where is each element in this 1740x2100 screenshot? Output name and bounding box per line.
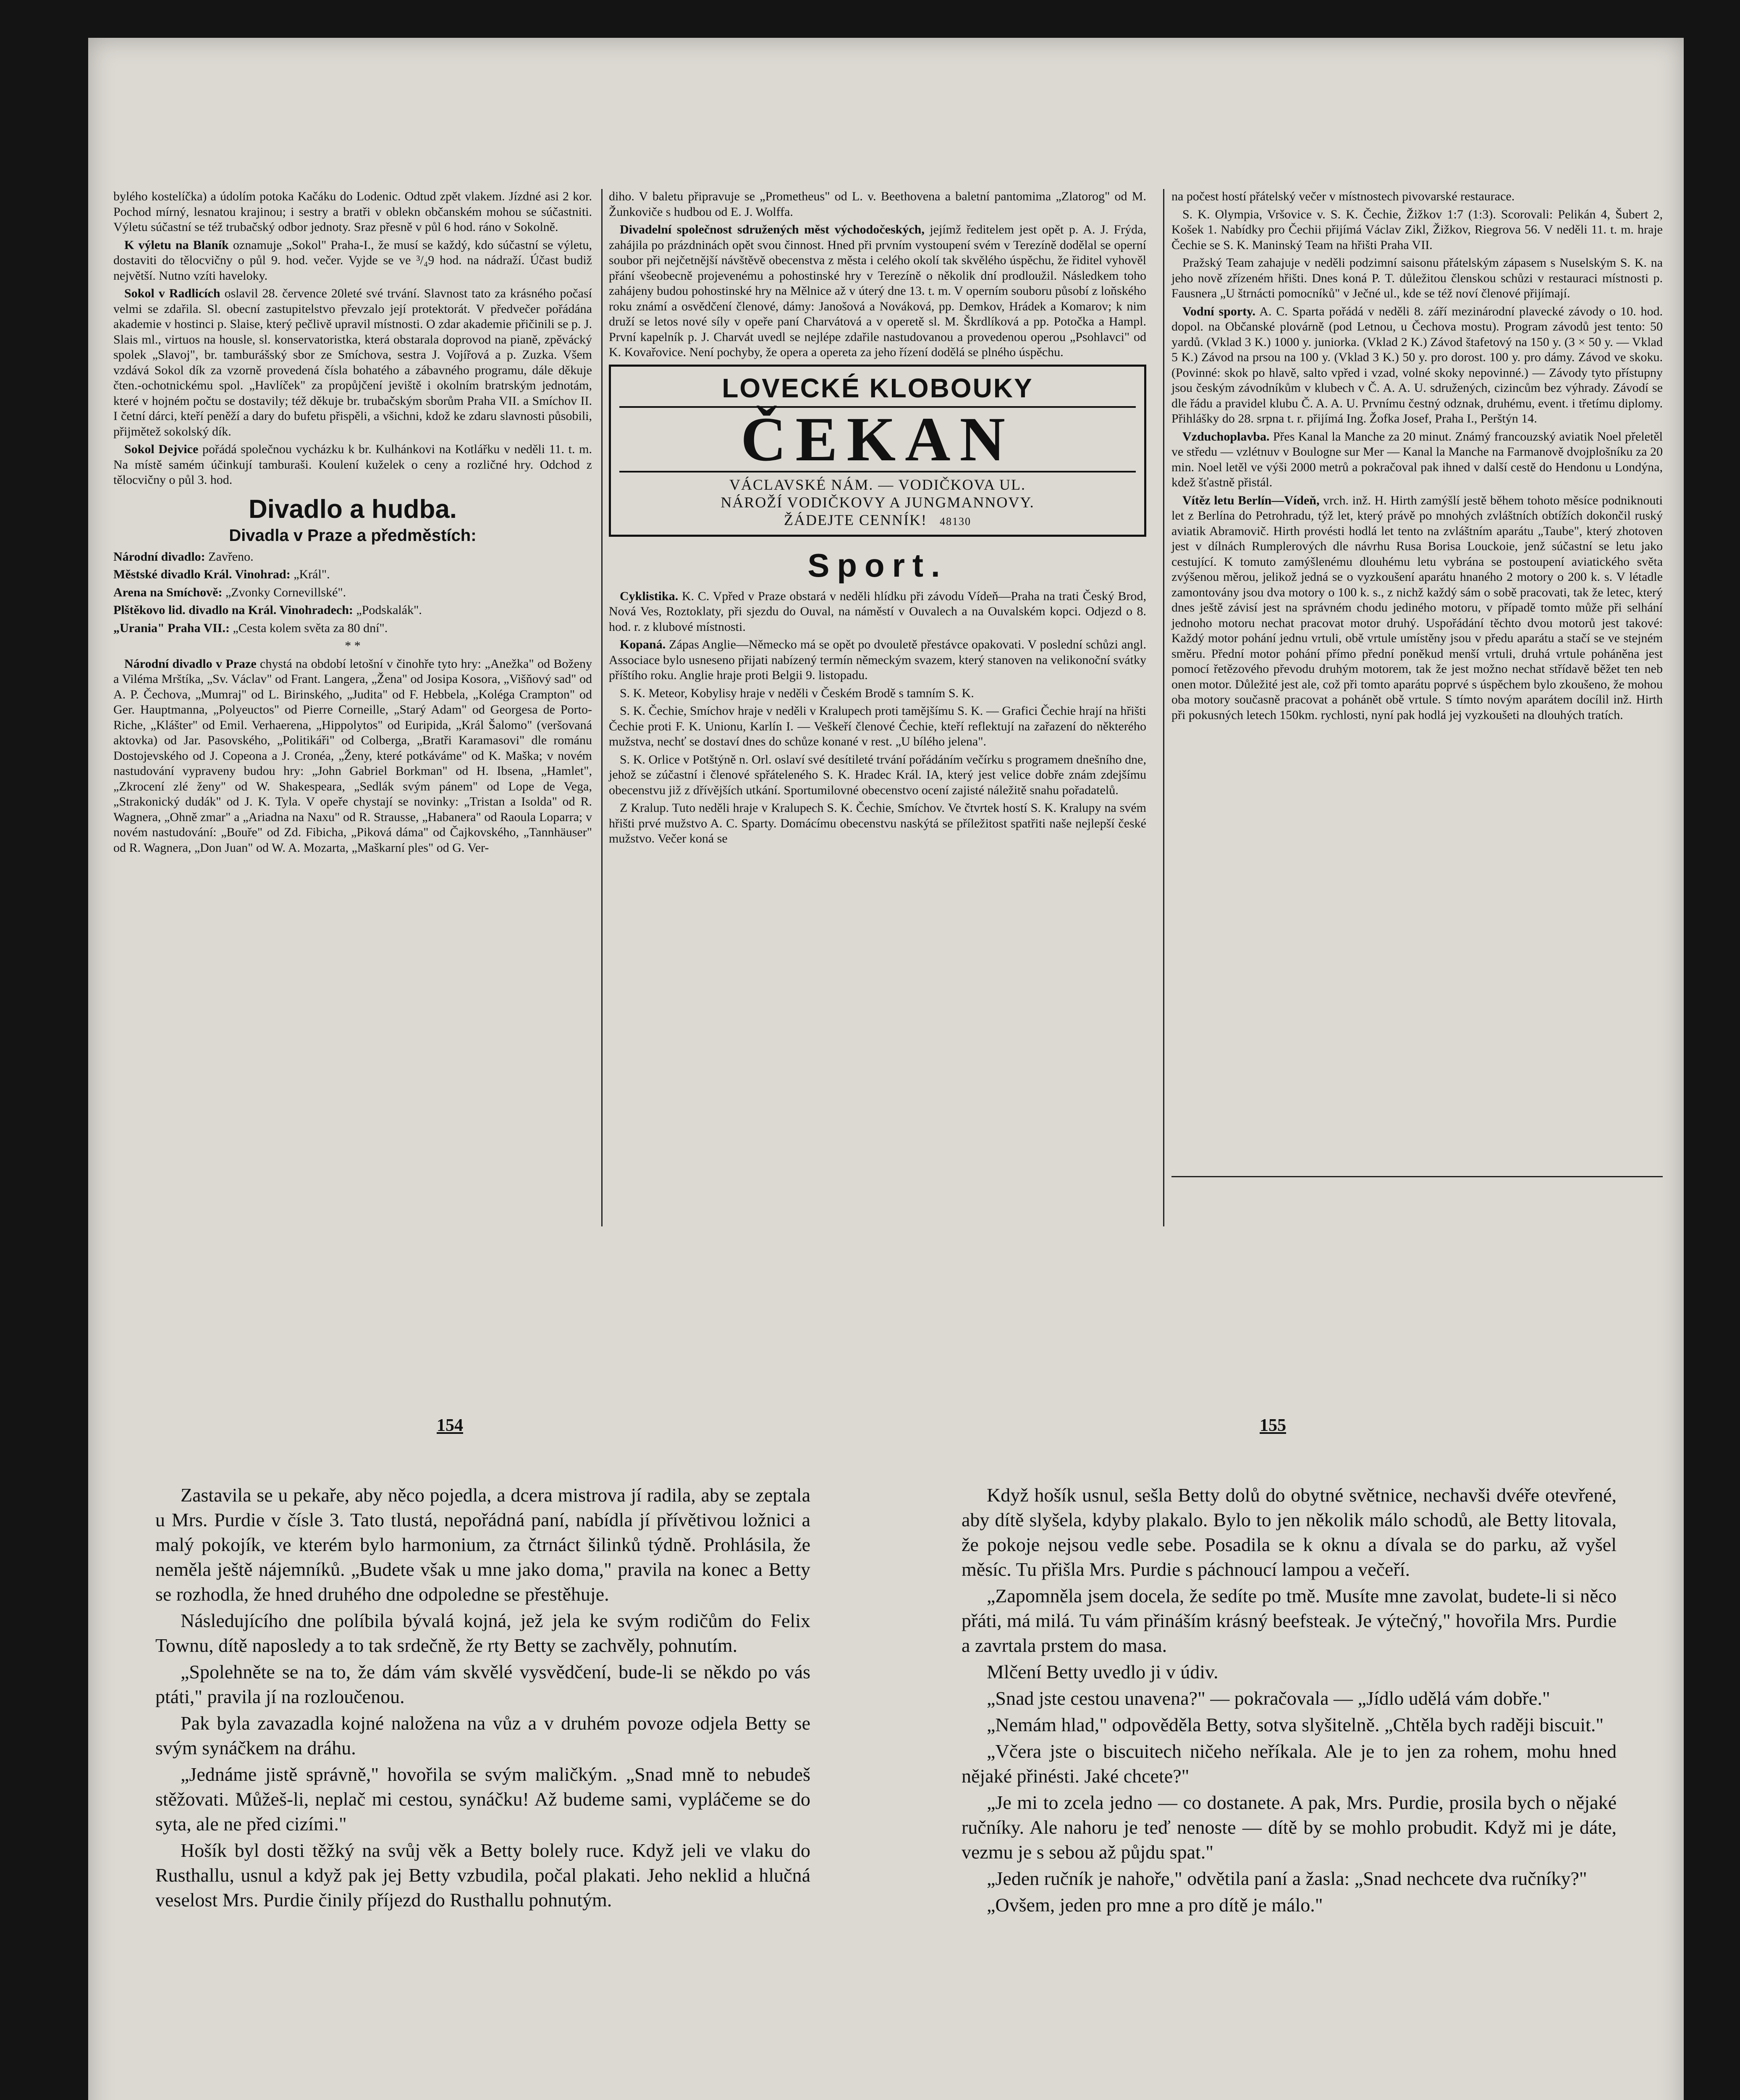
ad-footer <box>619 511 1136 530</box>
news-paragraph <box>609 589 1146 635</box>
news-lead: Vzduchoplavba. <box>1182 429 1270 444</box>
news-paragraph <box>609 222 1146 360</box>
news-text: oznamuje „Sokol" Praha-I., že musí se každý, kdo súčastní se výletu, dostaviti do tělocvičny o půl 9. hod. večer. Vyjde se ve ³/₄9 hod. na nádraží. Účast budiž největší. Nutno vzíti haveloky. <box>113 238 592 283</box>
story-page-left <box>155 1483 810 1914</box>
theatre-listing <box>113 549 592 565</box>
story-paragraph: Když hošík usnul, sešla Betty dolů do obytné světnice, nechavši dvéře otevřené, aby dítě slyšela, kdyby plakalo. Bylo to jen několik málo schodů, ale Betty litovala, že pokoje nejsou vedle sebe. Posadila se k oknu a dívala se do parku, až vyšel měsíc. Tu přišla Mrs. Purdie s páchnoucí lampou a večeří. <box>962 1484 1617 1580</box>
news-lead: Sokol v Radlicích <box>124 286 220 300</box>
theatre-name: Národní divadlo: <box>113 549 205 564</box>
theatre-name: Městské divadlo Král. Vinohrad: <box>113 567 291 581</box>
news-text: chystá na období letošní v činohře tyto hry: „Anežka" od Boženy a Viléma Mrštíka, „Sv. Václav" od Frant. Langera, „Žena" od Josipa Kosora, „Višňový sad" od A. P. Čechova, „Mumraj" od L. Birinského, „Judita" od F. Hebbela, „Koléga Crampton" od Ger. Hauptmanna, „Polyeuctos" od Pierre Corneille, „Starý Adam" od Georgesa de Porto-Riche, „Klášter" od Emil. Verhaerena, „Hippolytos" od Euripida, „Král Šalomo" (veršovaná aktovka) od Jar. Pasovského, „Politikáři" od Colberga, „Bratři Karamasovi" dle románu Dostojevského od J. Copeona a J. Cronéa, „Ženy, které potkáváme" od K. Maška; v novém nastudování vypraveny budou hry: „John Gabriel Borkman" od H. Ibsena, „Hamlet", „Zkrocení zlé ženy" od W. Shakespeara, „Sedlák svým pánem" od Lope de Vega, „Strakonický dudák" od J. K. Tyla. V opeře chystají se novinky: „Tristan a Isolda" od R. Wagnera, „Ohně zmar" a „Ariadna na Naxu" od R. Strausse, „Habanera" od Raoula Loparra; v novém nastudování: „Bouře" od Zd. Fibicha, „Piková dáma" od Čajkovského, „Tannhäuser" od R. Wagnera, „Don Juan" od W. A. Mozarta, „Maškarní ples" od G. Ver- <box>113 656 592 855</box>
news-lead: Národní divadlo v Praze <box>124 656 257 671</box>
story-paragraph: „Je mi to zcela jedno — co dostanete. A pak, Mrs. Purdie, prosila bych o nějaké ručníky. Ale nahoru je teď nenoste — dítě by se mohlo probudit. Když mi je dáte, vezmu je s sebou až půjdu spat." <box>962 1792 1617 1863</box>
story-paragraph: „Snad jste cestou unavena?" — pokračovala — „Jídlo udělá vám dobře." <box>987 1688 1550 1709</box>
news-text: pořádá společnou vycházku k br. Kulhánkovi na Kotlářku v neděli 11. t. m. Na místě samém účinkují tamburaši. Koulení kuželek o ceny a rozličné hry. Odchod z tělocvičny o půl 3. hod. <box>113 442 592 487</box>
story-paragraph: Mlčení Betty uvedlo ji v údiv. <box>987 1661 1219 1683</box>
news-column-2 <box>609 189 1146 849</box>
ad-request: ŽÁDEJTE CENNÍK! <box>784 511 927 528</box>
news-lead: Vítěz letu Berlín—Vídeň, <box>1182 493 1320 507</box>
page-number-right: 155 <box>1260 1416 1286 1435</box>
story-paragraph: Následujícího dne políbila bývalá kojná, jež jela ke svým rodičům do Felix Townu, dítě naposledy a to tak srdečně, že rty Betty se zachvěly, pohnutím. <box>155 1610 810 1656</box>
news-text: jejímž ředitelem jest opět p. A. J. Frýda, zahájila po prázdninách opět svou činnost. Hned při prvním vystoupení svém v Terezíně dodělal se operní soubor při nejčetnější návštěvě obecenstva z města i celého okolí tak skvělého úspěchu, že řiditel vyhověl přání všeobecně projevenému a pohostinské hry v Terezíně o několik dní prodloužil. Následkem toho zahájeny budou pohostinské hry na Mělnice až v úterý dne 13. t. m. V operním souboru působí z loňského roku známí a osvědčení členové, dámy: Janošová a Nováková, pp. Demkov, Hrádek a Komarov; k nim druží se letos nové síly v opeře paní Charvátová a v operetě sl. M. Škrdlíková a pp. Potočka a Hampl. První kapelník p. J. Charvát uvedl se nejlépe zdařile nastudovanou a provedenou operou „Psohlavci" od K. Kovařovice. Není pochyby, že opera a opereta za jeho řízení dodělá se plného úspěchu. <box>609 223 1146 359</box>
section-subheading: Divadla v Praze a předměstích: <box>229 526 477 545</box>
news-paragraph: S. K. Čechie, Smíchov hraje v neděli v Kralupech proti tamějšímu S. K. — Grafici Čechie hrají na hřišti Čechie proti F. K. Unionu, Karlín I. — Veškeří členové Čechie, kteří reflektují na zařazení do některého mužstva, nechť se dostaví dnes do schůze konané v rest. „U bílého jelena". <box>609 704 1146 748</box>
news-text: K. C. Vpřed v Praze obstará v neděli hlídku při závodu Vídeň—Praha na trati Český Brod, Nová Ves, Roztoklaty, při sjezdu do Ouval, na náměstí v Ouvalech a na Ouvalském kopci. Odjezd o 8. hod. r. z klubové místnosti. <box>609 589 1146 634</box>
ad-code: 48130 <box>939 515 971 528</box>
news-paragraph: bylého kostelíčka) a údolím potoka Kačáku do Lodenic. Odtud zpět vlakem. Jízdné asi 2 kor. Pochod mírný, lesnatou krajinou; i sestry a bratři v oblekn občanském mohou se súčastniti. Výletu súčastní se též trubačský odbor jednoty. Sraz přesně v půl 6 hod. ráno v Sokolně. <box>113 189 592 234</box>
ad-brand: ČEKAN <box>619 406 1136 472</box>
news-paragraph: S. K. Olympia, Vršovice v. S. K. Čechie, Žižkov 1:7 (1:3). Scorovali: Pelikán 4, Šubert 2, Košek 1. Nabídky pro Čechii přijímá Václav Zikl, Žižkov, Riegrova 56. V neděli 11. t. m. hraje Čechie se S. K. Maninský Team na hřišti Praha VII. <box>1171 207 1663 252</box>
news-paragraph: diho. V baletu připravuje se „Prometheus" od L. v. Beethovena a baletní pantomima „Zlatorog" od M. Žunkoviče s hudbou od E. J. Wolffa. <box>609 189 1146 219</box>
news-text: vrch. inž. H. Hirth zamýšlí jestě během tohoto měsíce podniknouti let z Berlína do Petrohradu, týž let, který právě po mnohých zvláštních obtížích dokončil ruský aviatik Abramovič. Hirth provésti hodlá let tento na zvláštním aparátu „Taube", který zhotoven jest v dílnách Rumplerových dle návrhu Rusa Borisa Louckoie, jenž súčastní se letu jako cestující. K tomuto zamýšlenému dlouhému letu vybrána se postoupení aviatického světa zvýšenou měrou, jelikož jedná se o vyzkoušení aparátu hnaného 2 motory o 200 k. s. V létadle zamontovány jsou dva motory o 100 k. s., z nichž každý sám o sobě pracovati, tak že letec, který dnes ještě závisí jest na správném chodu jediného motoru, v případě tomto může při selhání jednoho motoru nechat pracovat motor druhý. Uspořádání těchto dvou motorů jest takové: Každý motor pohání jednu vrtuli, obě vrtule umístěny jsou v předu aparátu a stačí se ve stejném směru. Přední motor pohání přímo přední poněkud menší vrtuli, druhá vrtule poháněna jest pomocí řetězového převodu druhým motorem, tak že jest možno nechat střídavě běžet ten neb onen motor. Důležité jest ale, což při tomto aparátu poprvé s úspěchem bylo zkoušeno, že mohou oba motory současně pracovat a pohánět obě vrtule. S tímto novým aparátem docílil inž. Hirth při pokusných letech 150km. rychlosti, nyní pak hodlá jej vyzkoušeti na dlouhých tratích. <box>1171 493 1663 722</box>
news-text: A. C. Sparta pořádá v neděli 8. září mezinárodní plavecké závody o 10. hod. dopol. na Občanské plovárně (pod Letnou, u Čechova mostu). Program závodů jest tento: 50 yardů. (Vklad 3 K.) 1000 y. juniorka. (Vklad 2 K.) Závod štafetový na 150 y. (3 × 50 y. — Vklad 5 K.) Závod na prsou na 100 y. (Vklad 3 K.) 50 y. pro dorost. 100 y. pro dámy. Závod ve skoku. (Povinné: skok po hlavě, salto vpřed i vzad, volné skoky nepovinné.) — Závody tyto přístupny jsou českým závodníkům v klubech v Č. A. A. U. sdružených, cizincům bez výhrady. Závodí se dle řádu a pravidel klubu Č. A. A. U. Prvnímu čestný odznak, druhému, event. i třetímu diplomy. Přihlášky do 28. srpna t. r. přijímá Ing. Žofka Josef, Praha I., Perštýn 14. <box>1171 304 1663 425</box>
story-paragraph: „Jeden ručník je nahoře," odvětila paní a žasla: „Snad nechcete dva ručníky?" <box>987 1868 1587 1889</box>
news-lead: Cyklistika. <box>620 589 679 603</box>
news-paragraph <box>113 286 592 439</box>
news-lead: K výletu na Blaník <box>124 238 229 252</box>
story-paragraph: „Nemám hlad," odpověděla Betty, sotva slyšitelně. „Chtěla bych raději biscuit." <box>987 1714 1604 1735</box>
theatre-name: Plštěkovo lid. divadlo na Král. Vinohradech: <box>113 603 353 617</box>
section-heading-sport: Sport. <box>807 546 948 584</box>
theatre-listing <box>113 603 592 618</box>
story-paragraph: „Včera jste o biscuitech ničeho neříkala. Ale je to jen za rohem, mohu hned nějaké přinésti. Jaké chcete?" <box>962 1740 1617 1787</box>
story-paragraph: Zastavila se u pekaře, aby něco pojedla, a dcera mistrova jí radila, aby se zeptala u Mrs. Purdie v čísle 3. Tato tlustá, nepořádná paní, nabídla jí přívětivou ložnici a malý pokojík, ve kterém bylo harmonium, za čtrnáct šilinků týdně. Prohlásila, že neměla ještě nájemníků. „Budete však u mne jako doma," pravila na konec a Betty se rozhodla, že hned druhého dne odpoledne se přestěhuje. <box>155 1484 810 1605</box>
scanned-newspaper-page <box>88 38 1684 2100</box>
ad-address: VÁCLAVSKÉ NÁM. — VODIČKOVA UL. <box>729 476 1026 493</box>
section-heading-theatre: Divadlo a hudba. <box>248 494 457 524</box>
news-paragraph <box>609 637 1146 683</box>
ad-headline: LOVECKÉ KLOBOUKY <box>722 373 1033 403</box>
theatre-name: „Urania" Praha VII.: <box>113 621 230 635</box>
news-lead: Vodní sporty. <box>1182 304 1256 318</box>
news-text: Přes Kanal la Manche za 20 minut. Známý francouzský aviatik Noel přeletěl ve středu — vzlétnuv v Boulogne sur Mer — Kanal la Manche na Farmanově dvojplošníku za 20 min. Noel letěl ve výši 2000 metrů a pokračoval pak ihned v další cestě do Hendonu u Londýna, kdež šťastně přistál. <box>1171 429 1663 489</box>
news-column-1 <box>113 189 592 858</box>
news-text: Zápas Anglie—Německo má se opět po dvouletě přestávce opakovati. V poslední schůzi angl. Associace bylo usneseno přijati nabízený termín německým svazem, který stanoven na velikonoční svátky příštího roku. Anglie hraje proti Belgii 9. listopadu. <box>609 638 1146 682</box>
story-paragraph: „Jednáme jistě správně," hovořila se svým maličkým. „Snad mně to nebudeš stěžovati. Můžeš-li, neplač mi cestou, synáčku! Až budeme sami, vypláčeme se do syta, ale ne před cizími." <box>155 1764 810 1835</box>
theatre-name: Arena na Smíchově: <box>113 585 223 599</box>
ad-address-2: NÁROŽÍ VODIČKOVY A JUNGMANNOVY. <box>721 494 1035 511</box>
news-paragraph <box>113 238 592 284</box>
news-paragraph: Z Kralup. Tuto neděli hraje v Kralupech S. K. Čechie, Smíchov. Ve čtvrtek hostí S. K. Kralupy na svém hřišti prvé mužstvo A. C. Sparty. Domácímu obecenstvu naskýtá se příležitost spatřiti naše nejlepší české mužstvo. Večer koná se <box>609 801 1146 845</box>
theatre-listing <box>113 585 592 601</box>
story-paragraph: „Ovšem, jeden pro mne a pro dítě je málo." <box>987 1894 1323 1916</box>
theatre-play: „Zvonky Cornevillské". <box>222 585 346 599</box>
news-paragraph: S. K. Orlice v Potštýně n. Orl. oslaví své desítileté trvání pořádáním večírku s programem dnešního dne, jehož se zúčastní i členové spřáteleného S. K. Hradec Král. IA, který jest velice dobře znám zdejšímu obecenstvu již z dřívějších utkání. Sportumilovné obecenstvo ocení zajisté náležitě snahu pořadatelů. <box>609 752 1146 797</box>
story-paragraph: „Spolehněte se na to, že dám vám skvělé vysvědčení, bude-li se někdo po vás ptáti," pravila jí na rozloučenou. <box>155 1661 810 1707</box>
theatre-listing <box>113 621 592 636</box>
column-rule-1 <box>601 189 603 1226</box>
news-paragraph <box>1171 429 1663 491</box>
news-column-3 <box>1171 189 1663 725</box>
news-paragraph: Pražský Team zahajuje v neděli podzimní saisonu přátelským zápasem s Nuselským S. K. na jeho nově zřízeném hřišti. Dnes koná P. T. důležitou členskou schůzi v restauraci místnosti p. Fausnera „U štrnácti pomocníků" v Ječné ul., kde se též noví členové přijímají. <box>1171 256 1663 300</box>
theatre-play: „Podskalák". <box>353 603 422 617</box>
advertisement-cekan <box>609 365 1146 537</box>
theatre-play: „Cesta kolem světa za 80 dní". <box>229 621 388 635</box>
news-lead: Divadelní společnost sdružených měst východočeských, <box>620 223 925 236</box>
news-paragraph <box>113 442 592 488</box>
news-paragraph: na počest hostí přátelský večer v místnostech pivovarské restaurace. <box>1171 189 1515 203</box>
news-paragraph <box>113 656 592 856</box>
story-paragraph: Pak byla zavazadla kojné naložena na vůz a v druhém povoze odjela Betty se svým synáčkem na dráhu. <box>155 1712 810 1759</box>
page-number-left: 154 <box>437 1416 463 1435</box>
theatre-play: Zavřeno. <box>205 549 254 564</box>
news-paragraph: S. K. Meteor, Kobylisy hraje v neděli v Českém Brodě s tamním S. K. <box>620 686 974 700</box>
column-rule-2 <box>1163 189 1164 1226</box>
news-paragraph <box>1171 304 1663 427</box>
news-lead: Sokol Dejvice <box>124 442 199 456</box>
theatre-listing <box>113 567 592 583</box>
news-text: oslavil 28. července 20leté své trvání. Slavnost tato za krásného počasí velmi se zdařila. Sl. obecní zastupitelstvo převzalo její protektorát. V předvečer pořádána akademie v hostinci p. Slaise, který pečlivě upravil místnosti. O zdar akademie přičinili se p. J. Slais ml., virtuos na housle, sl. konservatoristka, která obstarala doprovod na pianě, zpěvácký spolek „Slavoj", br. tamburášský sbor ze Smíchova, sestra J. Vojířová a p. Zuzka. Všem vzdává Sokol dík za vzorně provedená čísla bohatého a zábavného programu, dále děkuje čten.-ochotnickému spol. „Havlíček" za propůjčení jeviště i okolním bratrským jednotám, které v hojném počtu se dostavily; též děkuje br. trubačským sborům Praha VII. a Smíchov II. I četní dárci, kteří peněží a dary do bufetu přispěli, a všichni, kdož ke zdaru slavnosti působili, přijmětež sokolský dík. <box>113 286 592 438</box>
news-lead: Kopaná. <box>620 638 666 651</box>
theatre-play: „Král". <box>290 567 330 581</box>
story-paragraph: Hošík byl dosti těžký na svůj věk a Betty bolely ruce. Když jeli ve vlaku do Rusthallu, usnul a když pak jej Betty vzbudila, počal plakati. Jeho neklid a hlučná veselost Mrs. Purdie činily příjezd do Rusthallu pohnutým. <box>155 1840 810 1911</box>
story-page-right <box>962 1483 1617 1919</box>
news-paragraph <box>1171 493 1663 723</box>
story-paragraph: „Zapomněla jsem docela, že sedíte po tmě. Musíte mne zavolat, budete-li si něco přáti, má milá. Tu vám přináším krásný beefsteak. Je výtečný," hovořila Mrs. Purdie a zavrtala prstem do masa. <box>962 1585 1617 1656</box>
section-separator: * * <box>345 639 361 653</box>
column-bottom-rule <box>1171 1176 1663 1177</box>
